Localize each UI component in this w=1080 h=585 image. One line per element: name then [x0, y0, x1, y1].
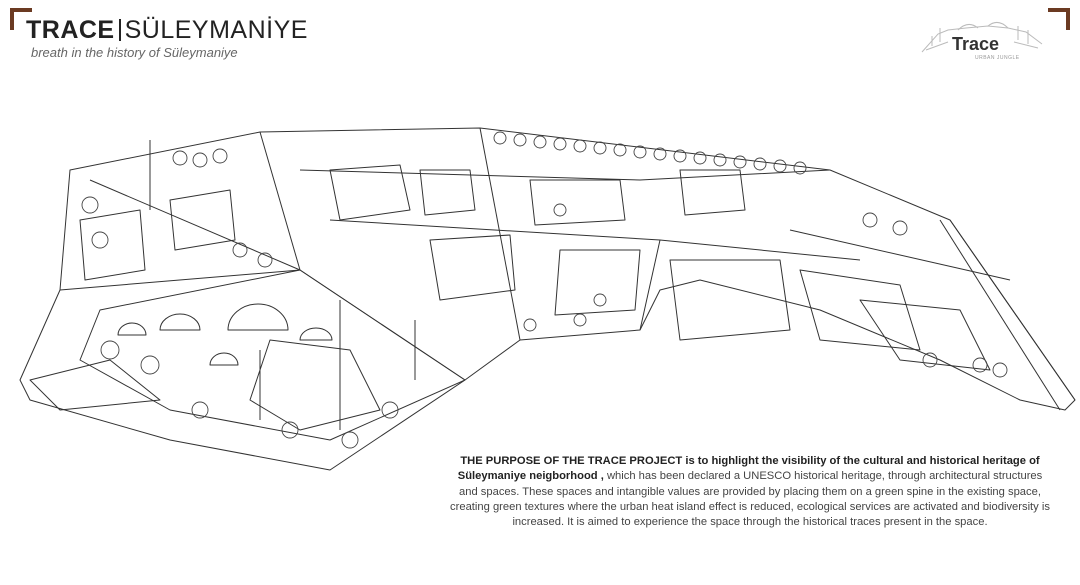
description-bold-lead: THE PURPOSE OF THE TRACE PROJECT is to highlight the visibility of the cultural and historical heritage of Süleymaniye neigborhood ,: [457, 455, 1040, 483]
title-suleymaniye: SÜLEYMANİYE: [124, 16, 308, 44]
title-divider: [119, 19, 121, 41]
title-trace: TRACE: [26, 16, 115, 44]
logo-tagline: URBAN JUNGLE: [975, 55, 1020, 61]
project-description: [450, 454, 1050, 530]
neighborhood-axonometric-drawing: [0, 110, 1080, 483]
trace-logo: [918, 16, 1048, 64]
page-subtitle: breath in the history of Süleymaniye: [31, 45, 238, 60]
title-block: [26, 16, 308, 60]
description-body: which has been declared a UNESCO historical heritage, through architectural structures and spaces. These spaces and intangible values are provided by placing them on a green spine in the existing space, creating green textures where the urban heat island effect is reduced, ecological services are activated and biodiversity is increased. It is aimed to experience the space through the historical traces present in the space.: [450, 470, 1050, 529]
logo-wordmark: Trace: [952, 34, 1000, 54]
page-title: [26, 16, 308, 44]
corner-bracket-top-right: [1048, 8, 1070, 30]
